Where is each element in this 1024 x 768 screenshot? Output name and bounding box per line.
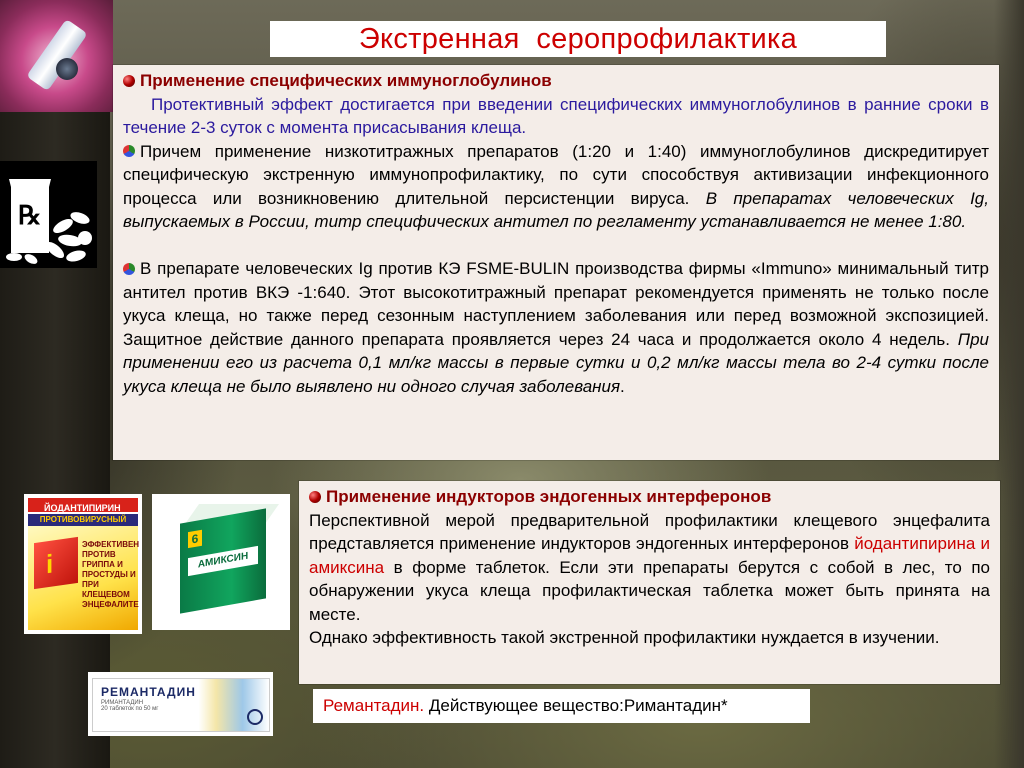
remantadin-box-image (88, 672, 273, 736)
vaccine-vial-image (0, 0, 113, 112)
caption-drug-name: Ремантадин. (323, 696, 425, 715)
section1-para2-block (123, 140, 989, 234)
vial-cap (56, 58, 78, 80)
rx-bottle-icon: ℞ (9, 179, 51, 255)
remantadin-substance: РИМАНТАДИН (101, 700, 144, 706)
rx-pills-image (0, 161, 97, 268)
remantadin-caption (313, 689, 810, 723)
remantadin-name: РЕМАНТАДИН (101, 685, 196, 699)
section1-para2: Причем применение низкотитражных препаратов (1:20 и 1:40) иммуноглобулинов дискредитирует специфическую экстренную иммунопрофилактику, по сути способствуя активизации инфекционного процесса или возникновению длительной персистенции вируса. (123, 141, 989, 208)
section2-heading: Применение индукторов эндогенных интерферонов (326, 487, 772, 506)
section1-para3: В препарате человеческих Ig против КЭ FSME-BULIN производства фирмы «Immuno» минимальный титр антител против ВКЭ -1:640. Этот высокотитражный препарат рекомендуется применять не только после укуса клеща, но также перед сезонным наступлением заболевания или перед возможной экспозицией. Защитное действие данного препарата проявляется через 24 часа и продолжается около 4 недель. (123, 259, 989, 349)
interferon-panel (299, 481, 1000, 684)
amiksin-box-image (152, 494, 290, 630)
vial-shape (26, 19, 87, 91)
section2-heading-line (309, 485, 990, 509)
section2-para1-start: Перспективной мерой предварительной профилактики клещевого энцефалита представляется применение индукторов эндогенных интерферонов (309, 510, 990, 553)
slide-title: Экстренная серопрофилактика (358, 23, 798, 55)
slide-title-box (270, 21, 886, 57)
bullet-multicolor-icon (123, 145, 135, 157)
section2-para1 (309, 509, 990, 627)
drug-names-highlight: йодантипирина и амиксина (309, 534, 990, 577)
section1-para3-italic: При применении его из расчета 0,1 мл/кг массы в первые сутки и 0,2 мл/кг массы тела во 2-4 сутки после укуса клеща не было выявлено ни одного случая заболевания (123, 329, 989, 396)
amiksin-count: 6 (188, 530, 202, 548)
section1-heading-line (123, 69, 989, 93)
iodantipyrin-band: ПРОТИВОВИРУСНЫЙ (28, 514, 138, 526)
section1-heading: Применение специфических иммуноглобулинов (140, 71, 552, 90)
bullet-red-icon (309, 491, 321, 503)
amiksin-label: АМИКСИН (188, 546, 258, 576)
iodantipyrin-cube-icon: i (34, 537, 78, 589)
amiksin-box-body (180, 508, 266, 613)
remantadin-dose: 20 таблеток по 50 мг (101, 706, 159, 712)
section1-para1: Протективный эффект достигается при введении специфических иммуноглобулинов в ранние сроки в течение 2-3 суток с момента присасывания клеща. (123, 94, 989, 137)
section2-para2: Однако эффективность такой экстренной профилактики нуждается в изучении. (309, 628, 940, 647)
iodantipyrin-brand: ЙОДАНТИПИРИН (44, 503, 121, 513)
manufacturer-logo-icon (247, 709, 263, 725)
remantadin-box-body (92, 678, 270, 732)
iodantipyrin-box-image (24, 494, 142, 634)
iodantipyrin-text: ЭФФЕКТИВЕН ПРОТИВ ГРИППА И ПРОСТУДЫ И ПРИ КЛЕЩЕВОМ ЭНЦЕФАЛИТЕ (82, 540, 140, 609)
remantadin-sub (101, 700, 158, 712)
section1-para3-block (123, 257, 989, 398)
bullet-multicolor-icon (123, 263, 135, 275)
immunoglobulin-panel (113, 65, 999, 460)
section1-para3-end: . (620, 376, 625, 396)
section1-para2-italic: В препаратах человеческих Ig, выпускаемых в России, титр специфических антител по регламенту устанавливается не менее 1:80. (123, 188, 989, 231)
section2-para1-end: в форме таблеток. Если эти препараты берутся с собой в лес, то по обнаружении укуса клеща профилактическая таблетка может быть принята на месте. (309, 557, 990, 624)
caption-text: Действующее вещество:Римантадин* (424, 696, 728, 715)
bullet-red-icon (123, 75, 135, 87)
